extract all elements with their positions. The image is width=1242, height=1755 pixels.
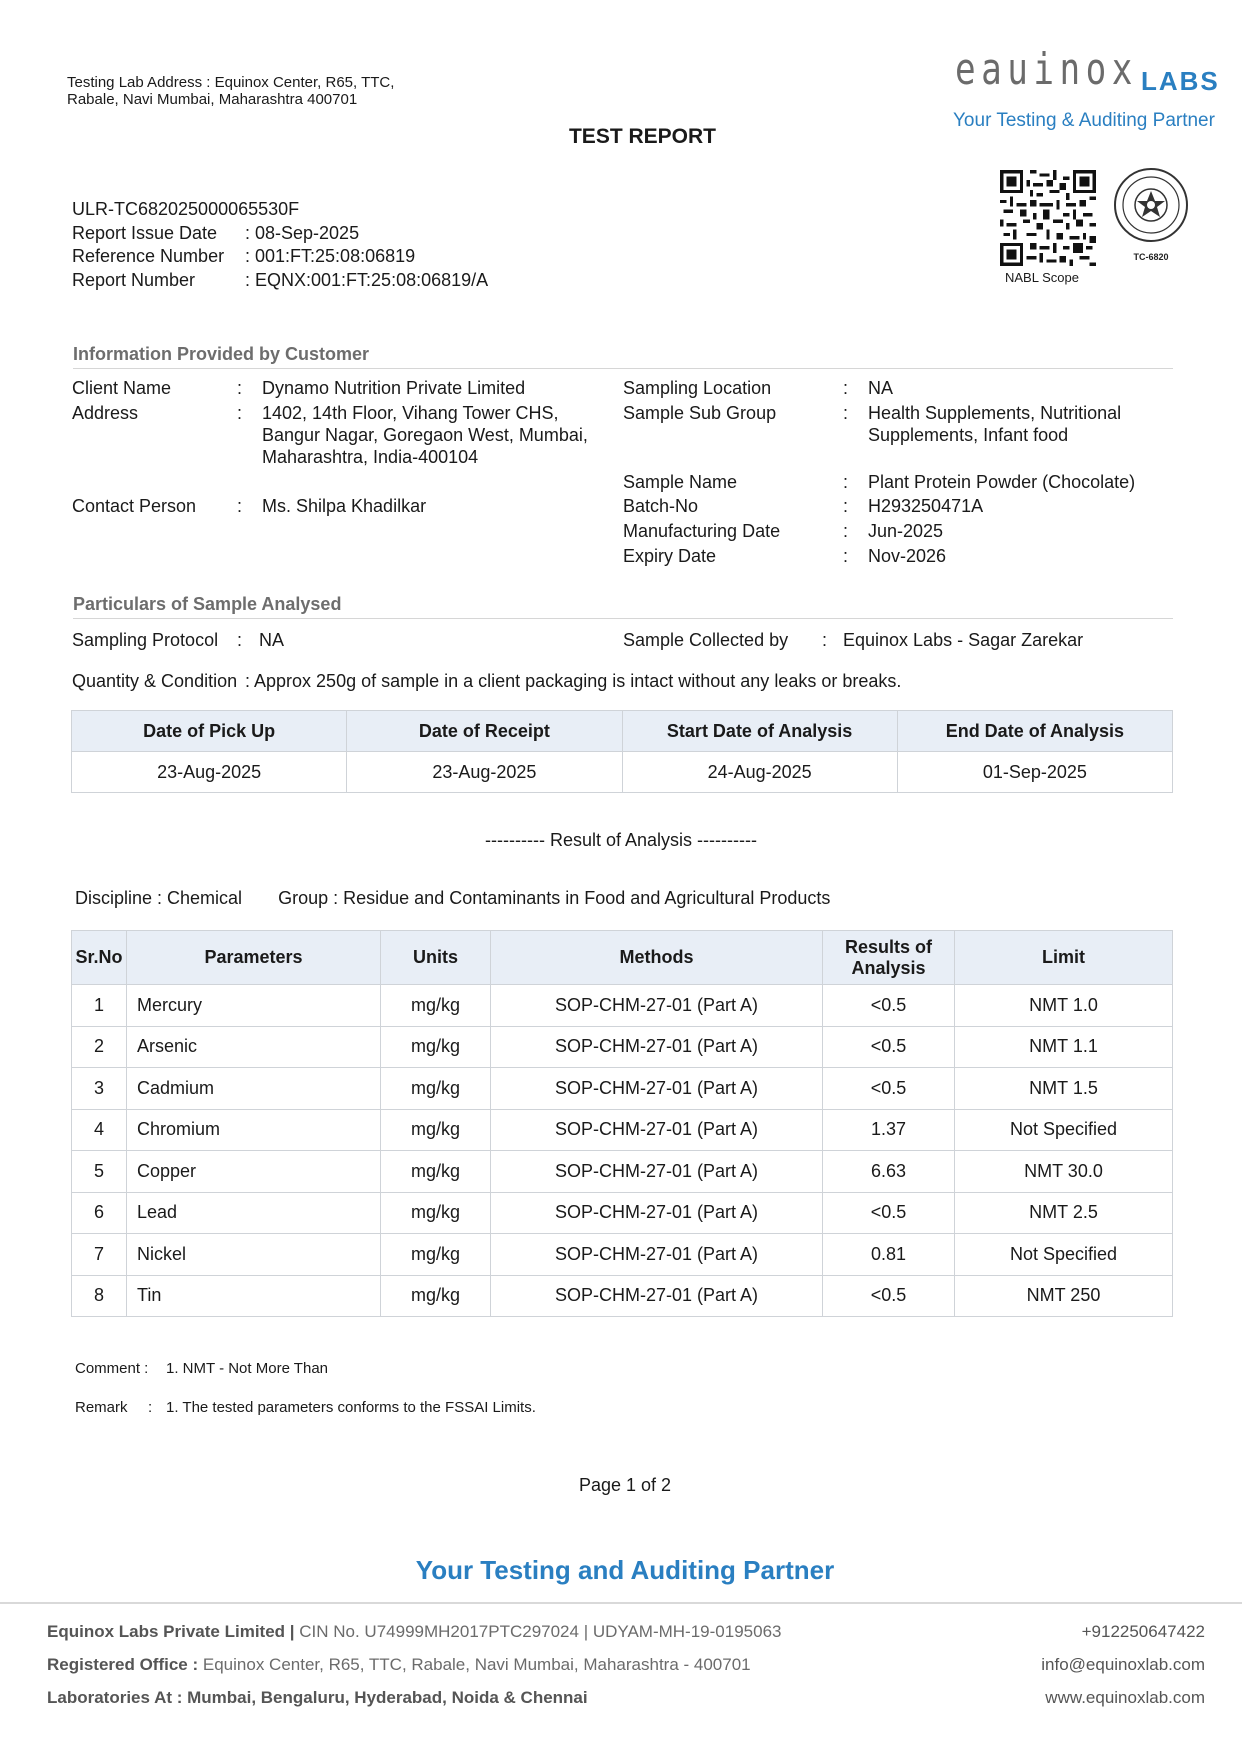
- report-number-row: [72, 269, 488, 293]
- report-title: TEST REPORT: [568, 125, 716, 148]
- limit-header: Limit: [955, 931, 1173, 985]
- equinox-logo: [953, 44, 1235, 131]
- method-cell: SOP-CHM-27-01 (Part A): [491, 1275, 823, 1317]
- address-line-1: 1402, 14th Floor, Vihang Tower CHS,: [262, 403, 559, 423]
- report-issue-date-label: Report Issue Date: [72, 222, 218, 243]
- group-text: Group : Residue and Contaminants in Food and Agricultural Products: [278, 888, 831, 908]
- expiry-date-value: Nov-2026: [868, 546, 947, 566]
- address-line-2: Bangur Nagar, Goregaon West, Mumbai,: [262, 425, 588, 445]
- parameter-cell: Chromium: [127, 1109, 381, 1151]
- result-cell: 1.37: [823, 1109, 955, 1151]
- sample-sub-group-colon: :: [843, 403, 849, 423]
- dates-header-row: [72, 711, 1173, 752]
- start-date-value: 24-Aug-2025: [622, 752, 897, 793]
- results-header: Results of Analysis: [823, 931, 955, 985]
- results-header-row: [72, 931, 1173, 985]
- parameter-cell: Arsenic: [127, 1026, 381, 1068]
- sr-no-cell: 3: [72, 1068, 127, 1110]
- parameter-cell: Copper: [127, 1151, 381, 1193]
- limit-cell: NMT 1.1: [955, 1026, 1173, 1068]
- units-cell: mg/kg: [381, 1234, 491, 1276]
- sr-no-cell: 6: [72, 1192, 127, 1234]
- result-cell: 6.63: [823, 1151, 955, 1193]
- dates-value-row: [72, 752, 1173, 793]
- table-row: [72, 1275, 1173, 1317]
- address-line-3: Maharashtra, India-400104: [262, 447, 479, 467]
- manufacturing-date-value: Jun-2025: [868, 521, 944, 541]
- address-label: Address: [72, 403, 139, 423]
- sample-sub-group-line-1: Health Supplements, Nutritional: [868, 403, 1122, 423]
- particulars-row: [72, 630, 1182, 654]
- footer-office-label: Registered Office :: [47, 1655, 199, 1674]
- start-date-header: Start Date of Analysis: [622, 711, 897, 752]
- sample-collected-by-value: Equinox Labs - Sagar Zarekar: [843, 630, 1084, 650]
- comment-label: Comment :: [75, 1360, 149, 1377]
- dates-table: [71, 710, 1173, 793]
- sampling-location-value: NA: [868, 378, 894, 398]
- parameter-cell: Tin: [127, 1275, 381, 1317]
- table-row: [72, 1109, 1173, 1151]
- quantity-condition-row: [72, 671, 1182, 695]
- table-row: [72, 1151, 1173, 1193]
- customer-left-block: [72, 378, 632, 528]
- sample-collected-by-colon: :: [822, 630, 828, 650]
- sr-no-cell: 2: [72, 1026, 127, 1068]
- units-cell: mg/kg: [381, 1275, 491, 1317]
- table-row: [72, 1234, 1173, 1276]
- footer-tagline: Your Testing and Auditing Partner: [415, 1555, 835, 1585]
- sr-no-cell: 5: [72, 1151, 127, 1193]
- footer-website-link[interactable]: www.equinoxlab.com: [1045, 1688, 1205, 1707]
- sampling-protocol-colon: :: [237, 630, 243, 650]
- sampling-location-label: Sampling Location: [623, 378, 772, 398]
- result-of-analysis-heading: ---------- Result of Analysis ----------: [485, 830, 757, 850]
- remark-label: Remark: [75, 1399, 128, 1416]
- logo-wordmark: eauinox: [955, 44, 1138, 95]
- batch-no-label: Batch-No: [623, 496, 699, 516]
- reference-number-row: [72, 245, 488, 269]
- limit-cell: NMT 1.5: [955, 1068, 1173, 1110]
- method-cell: SOP-CHM-27-01 (Part A): [491, 1026, 823, 1068]
- methods-header: Methods: [491, 931, 823, 985]
- footer-labs: Laboratories At : Mumbai, Bengaluru, Hyderabad, Noida & Chennai: [47, 1688, 588, 1707]
- sampling-protocol-value: NA: [259, 630, 285, 650]
- comment-line: [75, 1360, 675, 1380]
- method-cell: SOP-CHM-27-01 (Part A): [491, 1192, 823, 1234]
- nabl-seal-icon: [1112, 166, 1190, 266]
- limit-cell: NMT 1.0: [955, 985, 1173, 1027]
- sr-no-header: Sr.No: [72, 931, 127, 985]
- footer-office-address: Equinox Center, R65, TTC, Rabale, Navi Mumbai, Maharashtra - 400701: [198, 1655, 751, 1674]
- batch-no-colon: :: [843, 496, 849, 516]
- table-row: [72, 1068, 1173, 1110]
- sr-no-cell: 7: [72, 1234, 127, 1276]
- table-row: [72, 1192, 1173, 1234]
- units-cell: mg/kg: [381, 1151, 491, 1193]
- manufacturing-date-colon: :: [843, 521, 849, 541]
- report-number-value: : EQNX:001:FT:25:08:06819/A: [245, 269, 489, 290]
- lab-address: Testing Lab Address : Equinox Center, R65, TTC, Rabale, Navi Mumbai, Maharashtra 400701: [67, 74, 395, 108]
- manufacturing-date-label: Manufacturing Date: [623, 521, 781, 541]
- logo-tagline: Your Testing & Auditing Partner: [953, 110, 1215, 131]
- qr-code-icon: [1000, 170, 1096, 266]
- method-cell: SOP-CHM-27-01 (Part A): [491, 1109, 823, 1151]
- limit-cell: NMT 2.5: [955, 1192, 1173, 1234]
- address-colon: :: [237, 403, 243, 423]
- units-cell: mg/kg: [381, 1068, 491, 1110]
- method-cell: SOP-CHM-27-01 (Part A): [491, 985, 823, 1027]
- limit-cell: Not Specified: [955, 1109, 1173, 1151]
- method-cell: SOP-CHM-27-01 (Part A): [491, 1068, 823, 1110]
- footer-company-name: Equinox Labs Private Limited |: [47, 1622, 295, 1641]
- expiry-date-colon: :: [843, 546, 849, 566]
- units-cell: mg/kg: [381, 1192, 491, 1234]
- end-date-value: 01-Sep-2025: [897, 752, 1172, 793]
- client-name-value: Dynamo Nutrition Private Limited: [262, 378, 526, 398]
- batch-no-value: H293250471A: [868, 496, 984, 516]
- sr-no-cell: 8: [72, 1275, 127, 1317]
- remark-colon: :: [148, 1399, 153, 1416]
- report-identifiers: [72, 198, 488, 292]
- ulr-number: ULR-TC682025000065530F: [72, 199, 300, 219]
- date-of-pick-up-header: Date of Pick Up: [72, 711, 347, 752]
- quantity-condition-label: Quantity & Condition: [72, 671, 238, 691]
- report-issue-date-value: : 08-Sep-2025: [245, 222, 360, 243]
- date-of-receipt-header: Date of Receipt: [347, 711, 622, 752]
- remark-line: [75, 1399, 675, 1419]
- parameter-cell: Mercury: [127, 985, 381, 1027]
- result-cell: <0.5: [823, 1068, 955, 1110]
- method-cell: SOP-CHM-27-01 (Part A): [491, 1151, 823, 1193]
- units-cell: mg/kg: [381, 1109, 491, 1151]
- remark-text: 1. The tested parameters conforms to the FSSAI Limits.: [166, 1399, 536, 1416]
- sample-name-value: Plant Protein Powder (Chocolate): [868, 472, 1136, 492]
- client-name-label: Client Name: [72, 378, 172, 398]
- method-cell: SOP-CHM-27-01 (Part A): [491, 1234, 823, 1276]
- result-cell: <0.5: [823, 1275, 955, 1317]
- footer-divider: [0, 1602, 1242, 1604]
- sampling-location-colon: :: [843, 378, 849, 398]
- sampling-protocol-label: Sampling Protocol: [72, 630, 219, 650]
- page-number: Page 1 of 2: [578, 1475, 672, 1495]
- reference-number-value: : 001:FT:25:08:06819: [245, 246, 416, 266]
- footer-company-line: [47, 1622, 781, 1642]
- limit-cell: NMT 250: [955, 1275, 1173, 1317]
- sample-name-colon: :: [843, 472, 849, 492]
- nabl-scope-caption: NABL Scope: [1005, 270, 1079, 285]
- results-table: [71, 930, 1173, 1317]
- sr-no-cell: 4: [72, 1109, 127, 1151]
- report-number-label: Report Number: [72, 269, 196, 290]
- footer-cin: CIN No. U74999MH2017PTC297024 | UDYAM-MH-19-0195063: [294, 1622, 782, 1641]
- sr-no-cell: 1: [72, 985, 127, 1027]
- discipline-group-line: [75, 888, 830, 909]
- parameter-cell: Cadmium: [127, 1068, 381, 1110]
- date-of-receipt-value: 23-Aug-2025: [347, 752, 622, 793]
- units-header: Units: [381, 931, 491, 985]
- parameter-cell: Nickel: [127, 1234, 381, 1276]
- result-cell: <0.5: [823, 985, 955, 1027]
- table-row: [72, 985, 1173, 1027]
- limit-cell: Not Specified: [955, 1234, 1173, 1276]
- quantity-condition-value: : Approx 250g of sample in a client packaging is intact without any leaks or breaks.: [245, 671, 902, 691]
- customer-section-heading: Information Provided by Customer: [73, 344, 1173, 369]
- limit-cell: NMT 30.0: [955, 1151, 1173, 1193]
- comment-text: 1. NMT - Not More Than: [166, 1360, 328, 1377]
- footer-email-link[interactable]: info@equinoxlab.com: [1041, 1655, 1205, 1674]
- discipline-text: Discipline : Chemical: [75, 888, 243, 908]
- table-row: [72, 1026, 1173, 1068]
- parameter-cell: Lead: [127, 1192, 381, 1234]
- sample-name-label: Sample Name: [623, 472, 738, 492]
- client-name-colon: :: [237, 378, 243, 398]
- expiry-date-label: Expiry Date: [623, 546, 717, 566]
- contact-person-value: Ms. Shilpa Khadilkar: [262, 496, 427, 516]
- sample-sub-group-line-2: Supplements, Infant food: [868, 425, 1069, 445]
- footer-phone[interactable]: +912250647422: [1081, 1622, 1205, 1641]
- units-cell: mg/kg: [381, 985, 491, 1027]
- parameters-header: Parameters: [127, 931, 381, 985]
- footer-office-line: [47, 1655, 751, 1675]
- logo-labs: LABS: [1141, 66, 1220, 96]
- sample-collected-by-label: Sample Collected by: [623, 630, 789, 650]
- reference-number-label: Reference Number: [72, 246, 225, 266]
- seal-code: TC-6820: [1133, 252, 1169, 262]
- particulars-section-heading: Particulars of Sample Analysed: [73, 594, 1173, 619]
- result-cell: <0.5: [823, 1192, 955, 1234]
- units-cell: mg/kg: [381, 1026, 491, 1068]
- contact-person-colon: :: [237, 496, 243, 516]
- report-issue-date-row: [72, 222, 488, 246]
- contact-person-label: Contact Person: [72, 496, 197, 516]
- sample-sub-group-label: Sample Sub Group: [623, 403, 777, 423]
- customer-right-block: [623, 378, 1183, 568]
- footer-labs-line: [47, 1688, 588, 1708]
- result-cell: 0.81: [823, 1234, 955, 1276]
- result-cell: <0.5: [823, 1026, 955, 1068]
- date-of-pick-up-value: 23-Aug-2025: [72, 752, 347, 793]
- end-date-header: End Date of Analysis: [897, 711, 1172, 752]
